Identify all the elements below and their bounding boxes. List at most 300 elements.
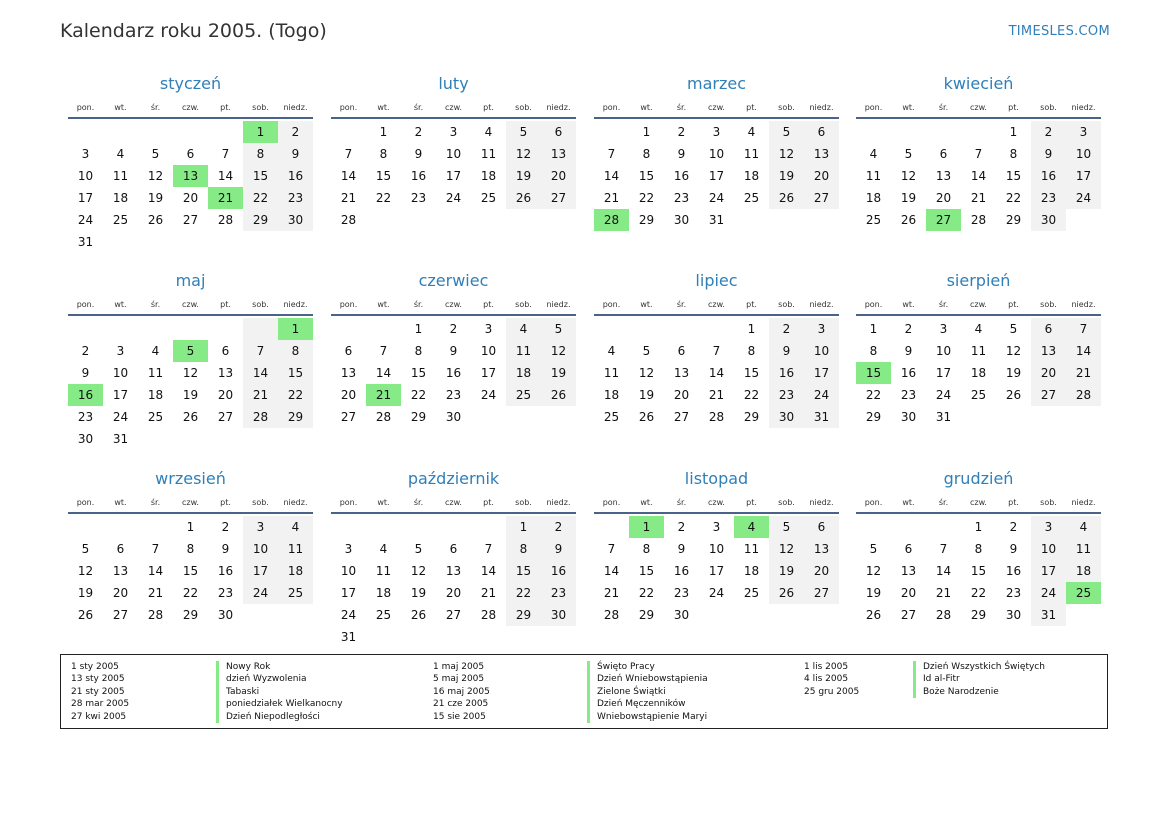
day-cell: 17	[1066, 165, 1101, 187]
week-row	[594, 340, 839, 362]
day-cell: 8	[278, 340, 313, 362]
empty-day-cell	[138, 121, 173, 143]
day-cell: 30	[769, 406, 804, 428]
header-divider	[594, 512, 839, 514]
day-cell: 22	[638, 191, 655, 205]
weekday-label: niedz.	[283, 103, 308, 112]
empty-day-cell	[366, 318, 401, 340]
day-cell: 2	[449, 322, 458, 336]
day-cell: 25	[743, 191, 760, 205]
empty-day-cell	[926, 516, 961, 538]
legend-names-column	[216, 661, 343, 723]
holiday-date: 1 lis 2005	[804, 662, 849, 672]
day-cell: 17	[804, 362, 839, 384]
day-cell: 24	[445, 191, 462, 205]
weekday-label: pon.	[76, 300, 95, 309]
empty-day-cell	[1031, 406, 1066, 428]
empty-day-cell	[734, 209, 769, 231]
empty-day-cell	[68, 516, 103, 538]
empty-day-cell	[436, 209, 471, 231]
day-cell: 12	[769, 538, 804, 560]
day-cell: 27	[804, 187, 839, 209]
header-divider	[331, 314, 576, 316]
empty-day-cell	[961, 406, 996, 428]
week-row	[856, 121, 1101, 143]
weekday-header	[68, 498, 313, 507]
empty-day-cell	[366, 626, 401, 648]
day-cell: 15	[743, 366, 760, 380]
day-cell: 10	[1066, 143, 1101, 165]
day-cell: 17	[445, 169, 462, 183]
day-cell: 18	[147, 388, 164, 402]
day-cell: 6	[449, 542, 458, 556]
empty-day-cell	[401, 626, 436, 648]
header-divider	[594, 314, 839, 316]
day-cell: 12	[182, 366, 199, 380]
day-cell: 6	[186, 147, 195, 161]
day-cell: 22	[243, 187, 278, 209]
day-cell: 8	[642, 542, 651, 556]
day-cell: 17	[112, 388, 129, 402]
day-cell: 21	[603, 191, 620, 205]
day-grid	[331, 516, 576, 648]
weekday-label: niedz.	[809, 498, 834, 507]
week-row	[594, 318, 839, 340]
day-cell: 18	[506, 362, 541, 384]
day-cell: 9	[81, 366, 90, 380]
day-grid	[594, 121, 839, 231]
empty-day-cell	[366, 209, 401, 231]
empty-day-cell	[243, 318, 278, 340]
empty-day-cell	[401, 209, 436, 231]
day-cell: 26	[506, 187, 541, 209]
day-cell: 3	[939, 322, 948, 336]
day-cell: 23	[673, 191, 690, 205]
day-cell: 10	[480, 344, 497, 358]
day-cell: 8	[414, 344, 423, 358]
week-row	[594, 604, 839, 626]
day-cell: 12	[541, 340, 576, 362]
day-cell: 15	[278, 362, 313, 384]
empty-day-cell	[804, 604, 839, 626]
day-cell: 3	[484, 322, 493, 336]
day-cell: 19	[769, 165, 804, 187]
day-cell: 30	[77, 432, 94, 446]
day-cell: 30	[900, 410, 917, 424]
day-cell: 29	[243, 209, 278, 231]
holiday-name: Dzień Niepodległości	[216, 711, 343, 723]
day-cell: 20	[900, 586, 917, 600]
empty-day-cell	[471, 516, 506, 538]
day-cell: 22	[865, 388, 882, 402]
week-row	[331, 187, 576, 209]
day-grid	[856, 318, 1101, 428]
legend-dates-column	[433, 661, 490, 723]
week-row	[594, 516, 839, 538]
day-cell: 6	[344, 344, 353, 358]
day-grid	[68, 121, 313, 253]
weekday-label: wt.	[114, 300, 127, 309]
weekday-header	[68, 103, 313, 112]
day-cell: 3	[712, 125, 721, 139]
day-cell: 23	[900, 388, 917, 402]
weekday-label: pt.	[1008, 498, 1019, 507]
day-cell: 13	[217, 366, 234, 380]
month-name: październik	[407, 469, 500, 488]
day-cell: 30	[1031, 209, 1066, 231]
weekday-label: pt.	[220, 300, 231, 309]
day-grid	[856, 516, 1101, 626]
empty-day-cell	[506, 626, 541, 648]
weekday-label: śr.	[938, 103, 949, 112]
day-cell: 21	[935, 586, 952, 600]
day-cell: 13	[445, 564, 462, 578]
weekday-label: czw.	[970, 103, 987, 112]
day-cell: 4	[379, 542, 388, 556]
day-cell: 24	[708, 191, 725, 205]
empty-day-cell	[243, 428, 278, 450]
day-cell: 2	[278, 121, 313, 143]
holiday-day-cell: 1	[629, 516, 664, 538]
week-row	[331, 626, 576, 648]
weekday-header	[68, 300, 313, 309]
day-cell: 18	[1066, 560, 1101, 582]
day-cell: 16	[410, 169, 427, 183]
day-cell: 14	[1066, 340, 1101, 362]
day-cell: 20	[182, 191, 199, 205]
day-cell: 28	[147, 608, 164, 622]
day-cell: 31	[1031, 604, 1066, 626]
day-cell: 10	[77, 169, 94, 183]
holiday-day-cell: 15	[856, 362, 891, 384]
day-cell: 4	[974, 322, 983, 336]
day-cell: 9	[677, 542, 686, 556]
day-cell: 19	[77, 586, 94, 600]
day-cell: 22	[278, 384, 313, 406]
day-cell: 7	[939, 542, 948, 556]
empty-day-cell	[436, 626, 471, 648]
week-row	[594, 384, 839, 406]
week-row	[68, 428, 313, 450]
empty-day-cell	[471, 406, 506, 428]
day-cell: 28	[603, 608, 620, 622]
weekday-label: wt.	[114, 498, 127, 507]
month-name: marzec	[686, 74, 746, 93]
week-row	[331, 384, 576, 406]
day-cell: 22	[970, 586, 987, 600]
day-cell: 27	[1031, 384, 1066, 406]
day-cell: 22	[1005, 191, 1022, 205]
holiday-name: Nowy Rok	[216, 661, 343, 673]
day-cell: 12	[77, 564, 94, 578]
day-cell: 29	[278, 406, 313, 428]
day-cell: 11	[480, 147, 497, 161]
day-cell: 6	[541, 121, 576, 143]
week-row	[331, 516, 576, 538]
day-cell: 4	[278, 516, 313, 538]
day-cell: 24	[1031, 582, 1066, 604]
day-cell: 12	[410, 564, 427, 578]
day-cell: 31	[804, 406, 839, 428]
weekday-header	[331, 300, 576, 309]
day-cell: 26	[182, 410, 199, 424]
weekday-label: sob.	[515, 498, 532, 507]
day-cell: 5	[414, 542, 423, 556]
day-cell: 9	[414, 147, 423, 161]
holiday-name: Dzień Wszystkich Świętych	[913, 661, 1045, 673]
day-cell: 13	[673, 366, 690, 380]
weekday-label: pt.	[483, 498, 494, 507]
week-row	[594, 143, 839, 165]
week-row	[331, 143, 576, 165]
holiday-date: 15 sie 2005	[433, 711, 486, 722]
day-cell: 7	[607, 147, 616, 161]
day-cell: 2	[677, 125, 686, 139]
week-row	[856, 384, 1101, 406]
empty-day-cell	[208, 318, 243, 340]
empty-day-cell	[541, 626, 576, 648]
day-cell: 30	[217, 608, 234, 622]
day-cell: 1	[379, 125, 388, 139]
day-cell: 16	[673, 564, 690, 578]
holiday-name: Tabaski	[216, 686, 343, 698]
weekday-label: czw.	[445, 300, 462, 309]
day-cell: 20	[804, 560, 839, 582]
weekday-label: czw.	[970, 498, 987, 507]
day-grid	[331, 121, 576, 231]
day-cell: 23	[1005, 586, 1022, 600]
day-cell: 4	[747, 125, 756, 139]
week-row	[68, 318, 313, 340]
day-cell: 14	[603, 169, 620, 183]
day-cell: 7	[379, 344, 388, 358]
day-cell: 29	[865, 410, 882, 424]
weekday-label: pon.	[339, 103, 358, 112]
day-cell: 31	[340, 630, 357, 644]
day-cell: 18	[743, 564, 760, 578]
day-cell: 17	[708, 564, 725, 578]
day-cell: 1	[642, 125, 651, 139]
day-cell: 17	[708, 169, 725, 183]
weekday-label: sob.	[252, 300, 269, 309]
day-cell: 26	[900, 213, 917, 227]
weekday-label: niedz.	[546, 103, 571, 112]
day-cell: 27	[112, 608, 129, 622]
site-link[interactable]: TIMESLES.COM	[1008, 24, 1110, 39]
day-cell: 26	[77, 608, 94, 622]
day-cell: 15	[1005, 169, 1022, 183]
empty-day-cell	[1066, 406, 1101, 428]
week-row	[331, 362, 576, 384]
holiday-name: Zielone Świątki	[587, 686, 708, 698]
day-cell: 17	[935, 366, 952, 380]
holiday-day-cell: 1	[278, 318, 313, 340]
day-cell: 8	[974, 542, 983, 556]
empty-day-cell	[366, 516, 401, 538]
empty-day-cell	[891, 516, 926, 538]
day-cell: 29	[638, 213, 655, 227]
week-row	[331, 582, 576, 604]
week-row	[856, 604, 1101, 626]
header-divider	[856, 512, 1101, 514]
day-cell: 23	[673, 586, 690, 600]
weekday-label: niedz.	[283, 498, 308, 507]
week-row	[856, 143, 1101, 165]
week-row	[594, 187, 839, 209]
week-row	[331, 560, 576, 582]
empty-day-cell	[208, 121, 243, 143]
holiday-name: Dzień Wniebowstąpienia	[587, 673, 708, 685]
day-cell: 15	[375, 169, 392, 183]
day-cell: 22	[638, 586, 655, 600]
day-cell: 10	[708, 542, 725, 556]
day-cell: 15	[243, 165, 278, 187]
holiday-name: Boże Narodzenie	[913, 686, 1045, 698]
day-cell: 10	[1031, 538, 1066, 560]
day-cell: 25	[970, 388, 987, 402]
day-cell: 10	[804, 340, 839, 362]
day-cell: 19	[1005, 366, 1022, 380]
day-cell: 31	[935, 410, 952, 424]
day-cell: 13	[112, 564, 129, 578]
day-cell: 15	[506, 560, 541, 582]
day-cell: 15	[638, 169, 655, 183]
holiday-date: 13 sty 2005	[71, 674, 125, 685]
day-cell: 13	[541, 143, 576, 165]
empty-day-cell	[471, 209, 506, 231]
holiday-name: Święto Pracy	[587, 661, 708, 673]
day-cell: 18	[603, 388, 620, 402]
weekday-label: niedz.	[1071, 300, 1096, 309]
week-row	[594, 121, 839, 143]
day-cell: 22	[506, 582, 541, 604]
day-cell: 24	[480, 388, 497, 402]
day-cell: 1	[869, 322, 878, 336]
month-name: kwiecień	[943, 74, 1014, 93]
day-cell: 8	[1009, 147, 1018, 161]
day-cell: 8	[243, 143, 278, 165]
day-cell: 11	[147, 366, 164, 380]
holiday-date: 5 maj 2005	[433, 674, 485, 685]
day-cell: 20	[445, 586, 462, 600]
empty-day-cell	[331, 121, 366, 143]
day-cell: 17	[340, 586, 357, 600]
day-cell: 21	[480, 586, 497, 600]
header-divider	[594, 117, 839, 119]
day-cell: 3	[804, 318, 839, 340]
day-cell: 14	[243, 362, 278, 384]
day-cell: 10	[243, 538, 278, 560]
day-cell: 8	[379, 147, 388, 161]
day-cell: 9	[904, 344, 913, 358]
weekday-label: sob.	[778, 300, 795, 309]
day-cell: 7	[243, 340, 278, 362]
day-cell: 29	[743, 410, 760, 424]
weekday-label: czw.	[182, 103, 199, 112]
weekday-label: sob.	[515, 300, 532, 309]
day-cell: 2	[221, 520, 230, 534]
day-cell: 7	[712, 344, 721, 358]
weekday-header	[331, 498, 576, 507]
day-cell: 25	[278, 582, 313, 604]
holiday-date: 27 kwi 2005	[71, 711, 127, 722]
day-cell: 29	[970, 608, 987, 622]
page-title: Kalendarz roku 2005. (Togo)	[60, 20, 327, 42]
weekday-label: sob.	[252, 498, 269, 507]
day-cell: 11	[506, 340, 541, 362]
week-row	[68, 187, 313, 209]
holiday-day-cell: 1	[243, 121, 278, 143]
day-cell: 15	[410, 366, 427, 380]
weekday-label: pt.	[1008, 103, 1019, 112]
day-cell: 1	[1009, 125, 1018, 139]
empty-day-cell	[436, 516, 471, 538]
empty-day-cell	[331, 318, 366, 340]
day-cell: 30	[278, 209, 313, 231]
weekday-label: pon.	[602, 300, 621, 309]
empty-day-cell	[278, 428, 313, 450]
day-cell: 2	[1031, 121, 1066, 143]
day-cell: 23	[217, 586, 234, 600]
week-row	[331, 318, 576, 340]
day-cell: 28	[375, 410, 392, 424]
empty-day-cell	[68, 121, 103, 143]
weekday-label: czw.	[182, 498, 199, 507]
day-cell: 23	[769, 384, 804, 406]
weekday-label: wt.	[902, 498, 915, 507]
holiday-day-cell: 27	[926, 209, 961, 231]
weekday-label: pon.	[864, 300, 883, 309]
day-cell: 19	[147, 191, 164, 205]
day-cell: 15	[638, 564, 655, 578]
weekday-label: pon.	[339, 498, 358, 507]
day-cell: 13	[804, 538, 839, 560]
day-cell: 5	[904, 147, 913, 161]
day-cell: 6	[116, 542, 125, 556]
week-row	[68, 516, 313, 538]
day-cell: 6	[221, 344, 230, 358]
header-divider	[68, 117, 313, 119]
holiday-date: 28 mar 2005	[71, 699, 130, 710]
empty-day-cell	[173, 121, 208, 143]
week-row	[856, 209, 1101, 231]
day-cell: 19	[638, 388, 655, 402]
week-row	[594, 209, 839, 231]
weekday-label: śr.	[938, 498, 949, 507]
day-cell: 21	[603, 586, 620, 600]
day-cell: 27	[340, 410, 357, 424]
empty-day-cell	[103, 318, 138, 340]
header-divider	[856, 117, 1101, 119]
day-cell: 6	[677, 344, 686, 358]
empty-day-cell	[138, 516, 173, 538]
weekday-label: wt.	[377, 103, 390, 112]
day-cell: 2	[414, 125, 423, 139]
empty-day-cell	[331, 516, 366, 538]
day-cell: 26	[541, 384, 576, 406]
day-cell: 4	[484, 125, 493, 139]
week-row	[68, 604, 313, 626]
day-cell: 2	[769, 318, 804, 340]
day-cell: 1	[974, 520, 983, 534]
holiday-date: 25 gru 2005	[804, 686, 860, 697]
week-row	[68, 121, 313, 143]
day-cell: 21	[708, 388, 725, 402]
legend-dates-column	[804, 661, 859, 698]
day-cell: 24	[804, 384, 839, 406]
day-cell: 13	[804, 143, 839, 165]
day-cell: 3	[1066, 121, 1101, 143]
